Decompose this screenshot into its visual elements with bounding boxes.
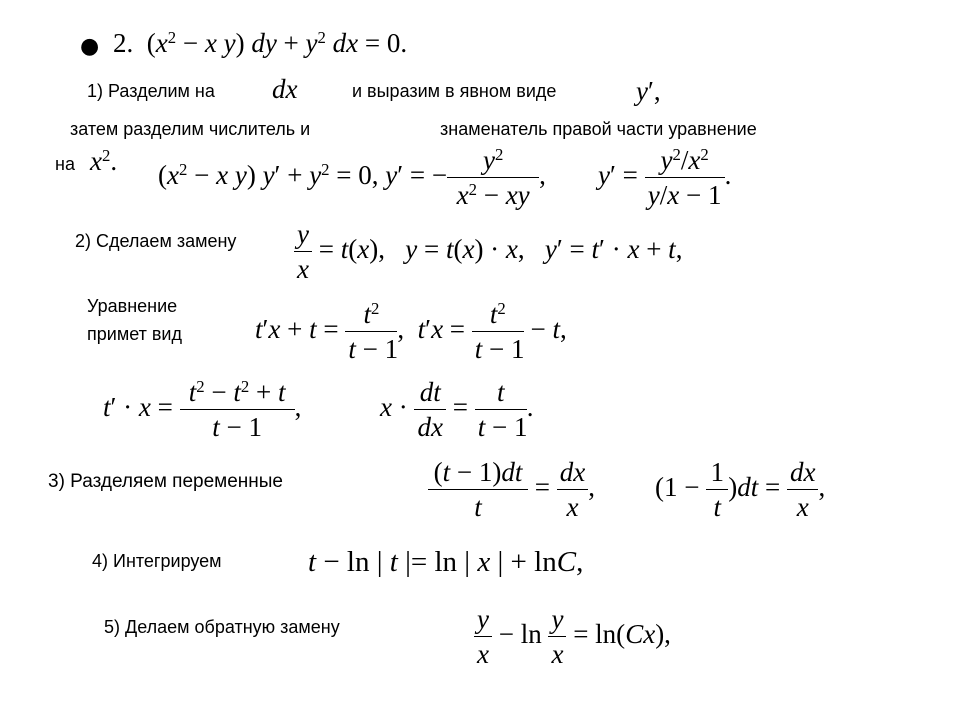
step1-label: 1) Разделим на bbox=[87, 81, 215, 101]
step2-eq-label-1: Уравнение bbox=[87, 296, 178, 316]
step3-equation-b: (1 − $\frac{1}{t}$ )dt = $\frac{dx}{x}$ , bbox=[655, 457, 826, 523]
step2-label: 2) Сделаем замену bbox=[75, 231, 237, 251]
step3-label: 3) Разделяем переменные bbox=[48, 471, 283, 492]
step5-equation: $\frac{y}{x}$ − ln $\frac{y}{x}$ = ln(Cx), bbox=[474, 605, 671, 669]
step2-eq-label-2: примет вид bbox=[87, 324, 182, 344]
step1-line3-label: на bbox=[55, 154, 75, 174]
step1-line2-left: затем разделим числитель и bbox=[70, 119, 311, 139]
step1-equation-a: ($x^2 - x$ y) $y' + y^2 = 0$, y′ = − $\frac{y^2}{x^2 - xy}$ , bbox=[158, 144, 546, 211]
step1-x2: $x^2$. bbox=[90, 145, 118, 176]
step4-label: 4) Интегрируем bbox=[92, 551, 222, 571]
step3-equation-a: $\frac{(t - 1)dt}{t}$ = $\frac{dx}{x}$ , bbox=[428, 458, 595, 522]
step1-equation-b: y′ = $\frac{y^2/x^2}{y/x - 1}$ . bbox=[598, 144, 732, 211]
step2-equation-a: t′x + t = $\frac{t^2}{t - 1}$ , t′x = $\frac{t^2}{t - 1}$ − t, bbox=[255, 298, 567, 365]
step2-equation-c: x · $\frac{dt}{dx}$ = $\frac{t}{t - 1}$ . bbox=[380, 377, 534, 443]
problem-equation: 2. ($x^2 - x$ y) dy + $y^2$ dx = 0. bbox=[113, 27, 408, 58]
step1-yprime: y′, bbox=[636, 76, 661, 106]
step4-equation: t − ln | t |= ln | x | + lnC, bbox=[308, 546, 584, 578]
step2-substitution: $\frac{y}{x}$ = t(x), y = t(x) · x, y′ = t′ · x + t, bbox=[294, 220, 682, 284]
bullet-icon: ● bbox=[80, 34, 100, 59]
step1-line2-right: знаменатель правой части уравнение bbox=[440, 119, 757, 139]
problem-number: 2. bbox=[113, 28, 134, 58]
step1-dx: dx bbox=[272, 74, 298, 104]
step1-mid-text: и выразим в явном виде bbox=[352, 81, 557, 101]
step5-label: 5) Делаем обратную замену bbox=[104, 617, 340, 637]
step2-equation-b: t′ · x = $\frac{t^2 - t^2 + t}{t - 1}$ , bbox=[103, 376, 302, 443]
